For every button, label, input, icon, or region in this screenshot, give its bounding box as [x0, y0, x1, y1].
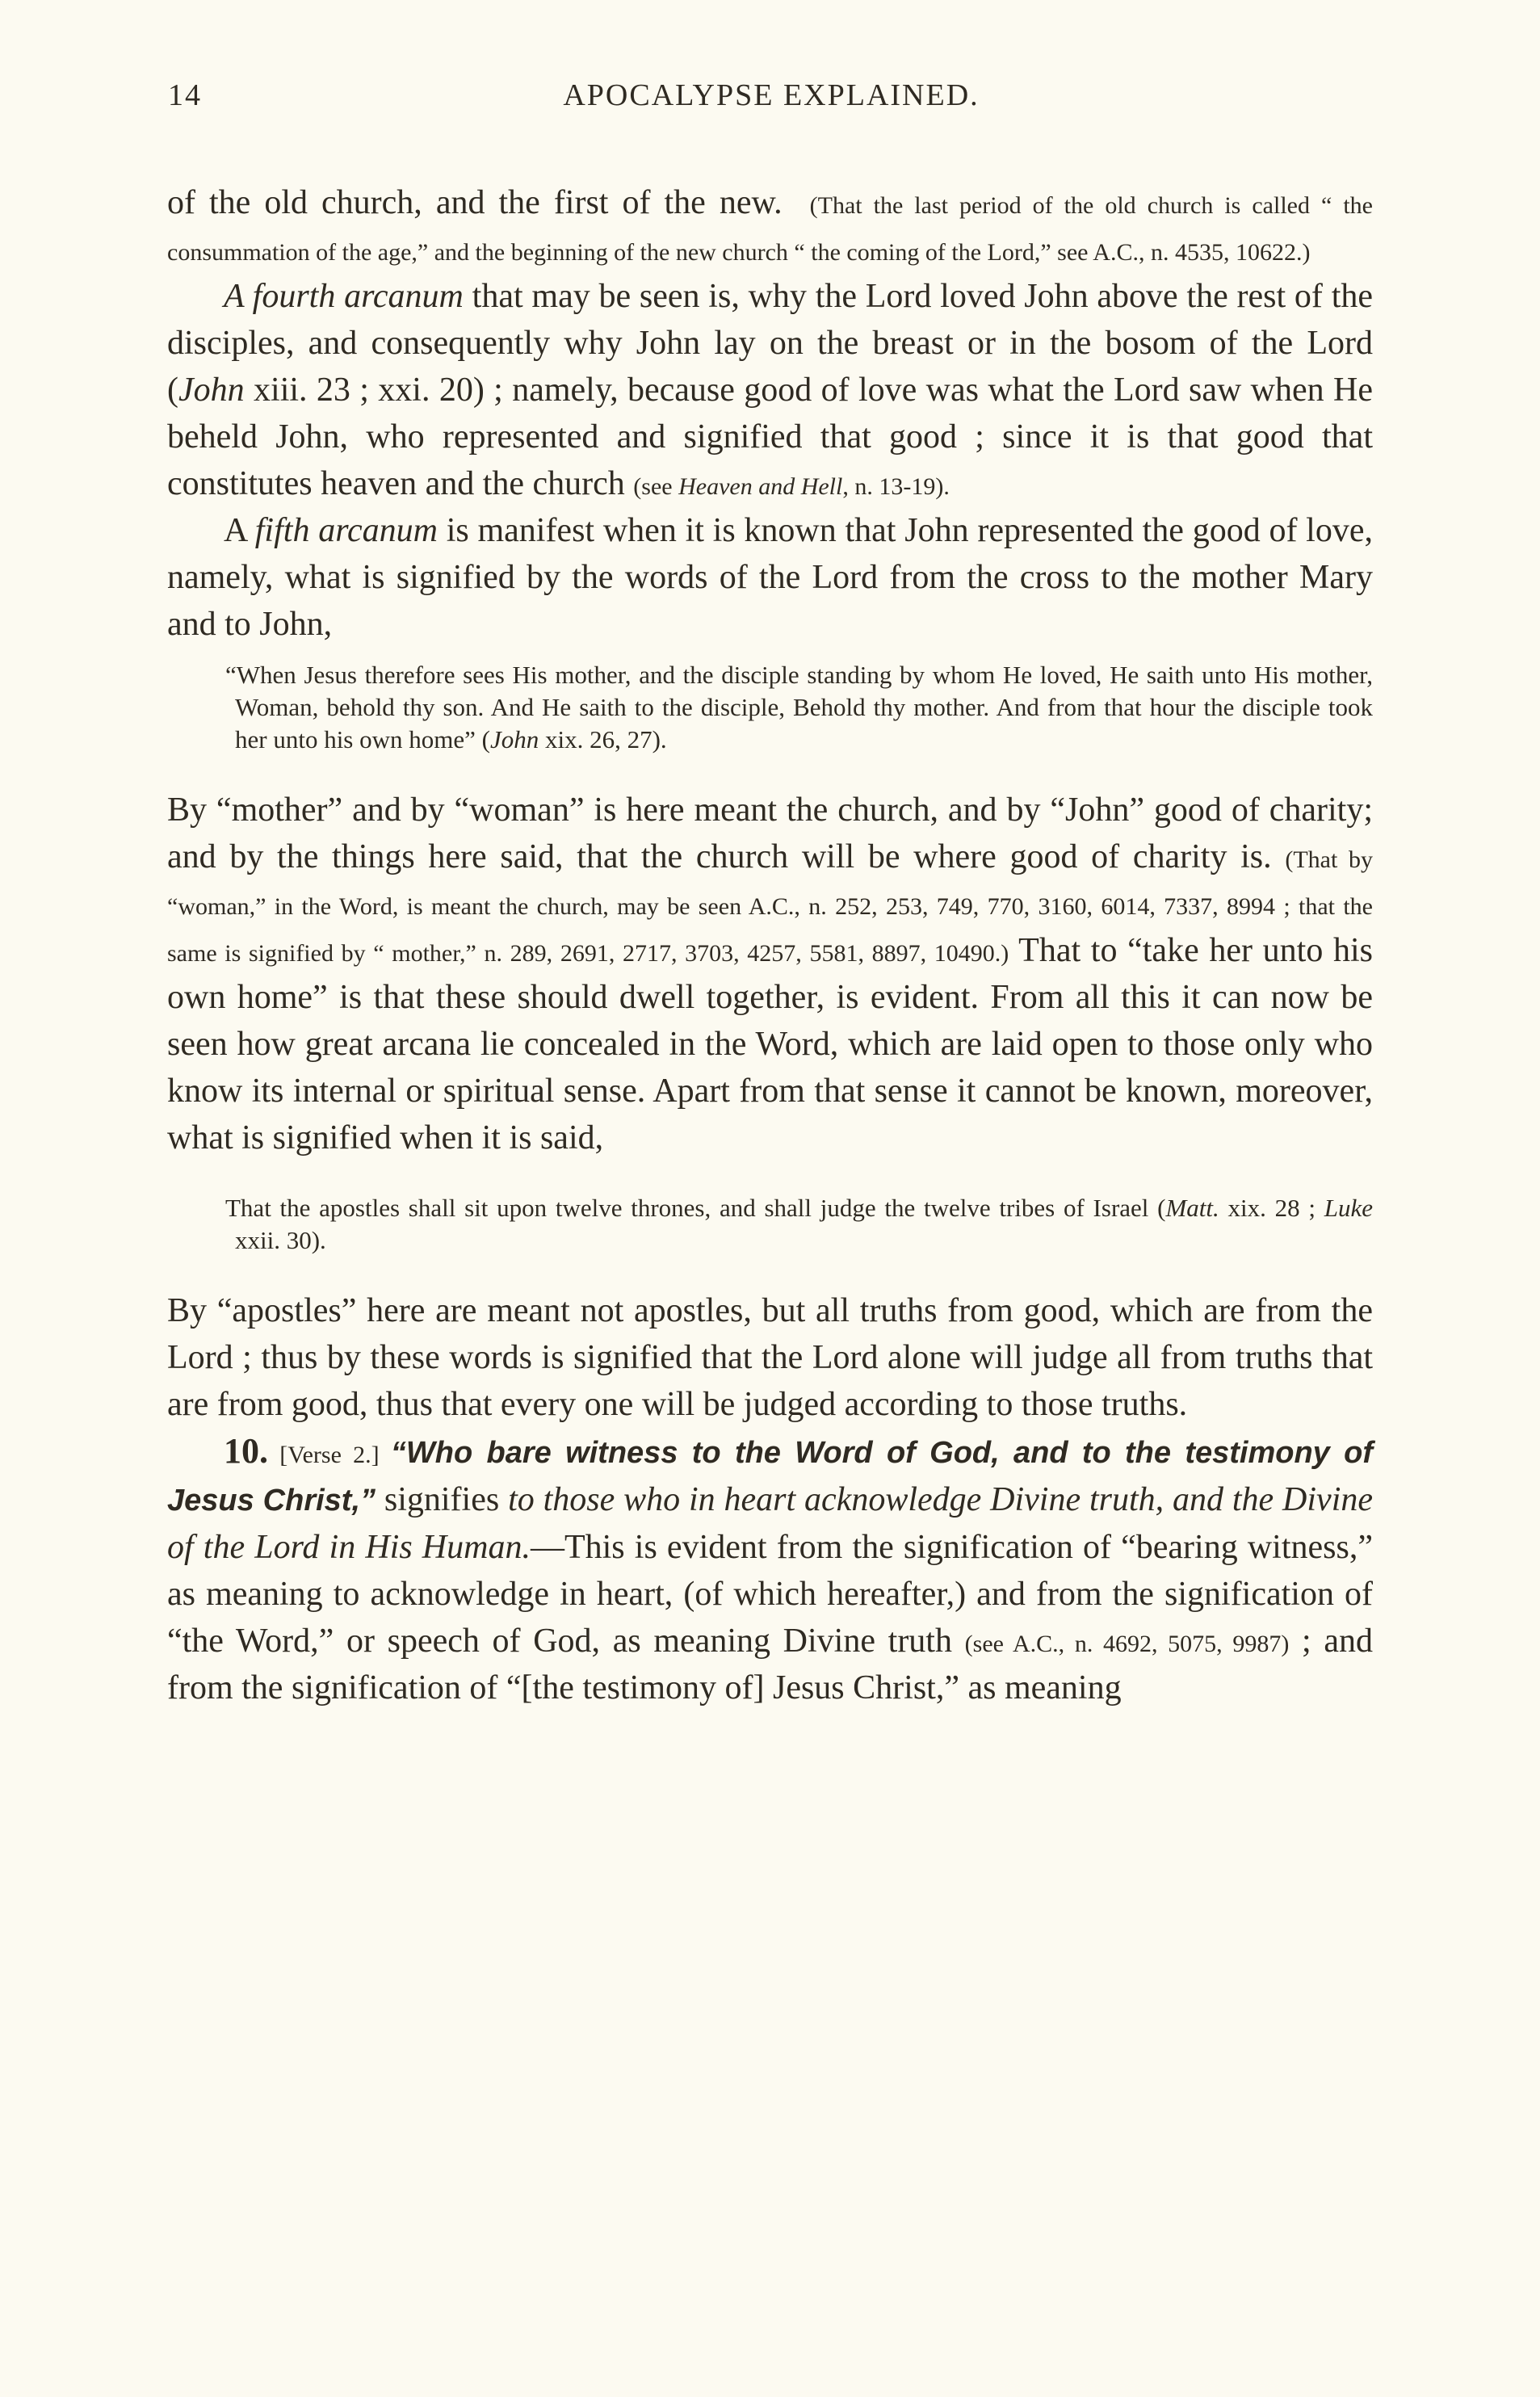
p1-text: of the old church, and the first of the new.: [167, 184, 783, 221]
p6-signifies: signifies: [376, 1481, 509, 1518]
quote-apostles: [225, 1192, 1373, 1257]
quote1-text: “When Jesus therefore sees His mother, and the disciple standing by whom He loved, He saith unto His mother, Woman, behold thy son. And He saith to the disciple, Behold thy mother. And from that hour the disciple took her unto his own home” (: [225, 661, 1373, 754]
p6-text2: ; and from the signification of “[the testimony of] Jesus Christ,” as meaning: [167, 1622, 1374, 1706]
paragraph-3: [167, 507, 1373, 648]
page-number: 14: [168, 78, 202, 112]
p3-text: is manifest when it is known that John represented the good of love, namely, what is signified by the words of the Lord from the cross to the mother Mary and to John,: [167, 512, 1373, 643]
p2-ref-text: xiii. 23 ; xxi. 20) ; namely, because good of love was what the Lord saw when He beheld John, who represented and signified that good ; since it is that good that constitutes heaven and the church: [167, 372, 1373, 502]
p5-text: By “apostles” here are meant not apostles, but all truths from good, which are from the Lord ; thus by these words is signified that the Lord alone will judge all from truths that are from good, thus that every one will be judged according to those truths.: [167, 1292, 1373, 1423]
quote1-book: John: [489, 725, 539, 754]
quote2-book1: Matt.: [1165, 1194, 1219, 1222]
p2-lead: A fourth arcanum: [224, 278, 464, 315]
p4-text2: That to “take her unto his own home” is that these should dwell together, is evident. From all this it can now be seen how great arcana lie concealed in the Word, which are laid open to those only who know its internal or spiritual sense. Apart from that sense it cannot be known, moreover, what is signified when it is said,: [167, 932, 1374, 1157]
p4-text1: By “mother” and by “woman” is here meant the church, and by “John” good of charity; and by the things here said, that the church will be where good of charity is.: [167, 791, 1373, 875]
p2-note-pre: (see: [633, 473, 679, 500]
page-header: [168, 78, 1374, 126]
p4-note: (That by “woman,” in the Word, is meant the church, may be seen A.C., n. 252, 253, 749, 770, 3160, 6014, 7337, 8994 ; that the same is signified by “ mother,” n. 289, 2691, 2717, 3703, 4257, 5581, 8897, 10490.): [167, 846, 1373, 967]
paragraph-2: [167, 273, 1373, 507]
p6-meaning: to those who in heart acknowledge Divine truth, and the Divine of the Lord in His Human.: [167, 1481, 1374, 1566]
p1-note: (That the last period of the old church is called “ the consummation of the age,” and the beginning of the new church “ the coming of the Lord,” see A.C., n. 4535, 10622.): [167, 192, 1373, 266]
p2-note-post: , n. 13-19).: [842, 473, 950, 500]
text-block: [167, 179, 1373, 1711]
quote2-ref1: xix. 28 ;: [1219, 1194, 1324, 1222]
section-number: 10.: [224, 1431, 268, 1471]
running-title: APOCALYPSE EXPLAINED.: [563, 78, 980, 112]
paragraph-1: [167, 179, 1373, 273]
p3-lead-b: fifth arcanum: [254, 512, 438, 549]
p2-ref-book: John: [178, 372, 245, 409]
p6-text1: —This is evident from the signification of “bearing witness,” as meaning to acknowledge in heart, (of which hereafter,) and from the signification of “the Word,” or speech of God, as meaning Divine truth: [167, 1529, 1373, 1660]
verse-ref: [Verse 2.]: [268, 1442, 391, 1468]
quote2-text: That the apostles shall sit upon twelve thrones, and shall judge the twelve tribes of Israel (: [225, 1194, 1166, 1222]
p2-note-book: Heaven and Hell: [678, 473, 843, 500]
p6-note: (see A.C., n. 4692, 5075, 9987): [964, 1631, 1290, 1657]
paragraph-5: [167, 1287, 1373, 1428]
quote2-ref2: xxii. 30).: [235, 1226, 326, 1254]
p2-note: [633, 473, 950, 500]
quote2-book2: Luke: [1324, 1194, 1373, 1222]
p2-text1: that may be seen is, why the Lord loved John above the rest of the disciples, and consequently why John lay on the breast or in the bosom of the Lord (: [167, 278, 1374, 409]
quote-john: [225, 659, 1373, 756]
paragraph-4: [167, 787, 1373, 1161]
paragraph-6: [167, 1428, 1373, 1711]
section-heading: “Who bare witness to the Word of God, and to the testimony of Jesus Christ,”: [167, 1436, 1373, 1518]
quote1-ref: xix. 26, 27).: [539, 725, 667, 754]
p3-lead-a: A: [224, 512, 255, 549]
